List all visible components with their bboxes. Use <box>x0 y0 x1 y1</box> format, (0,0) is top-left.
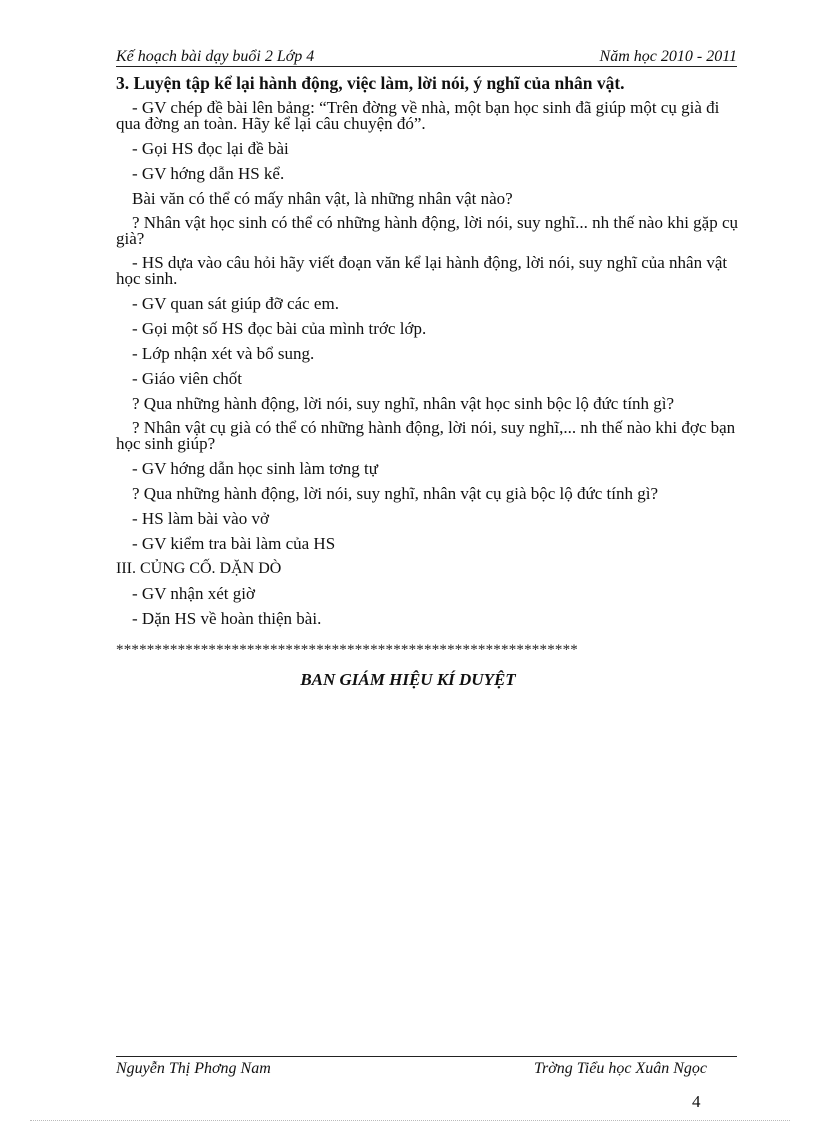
paragraph-line: ? Nhân vật cụ già có thể có những hành động, lời nói, suy nghĩ,... nh thế nào khi đợc bạn học sinh giúp? <box>116 418 736 453</box>
header-title: Kế hoạch bài dạy buổi 2 Lớp 4 <box>116 48 315 65</box>
page-bottom-divider <box>30 1120 790 1121</box>
paragraph-line: - Lớp nhận xét và bổ sung. <box>132 344 315 363</box>
paragraph-line: ? Nhân vật học sinh có thể có những hành động, lời nói, suy nghĩ... nh thế nào khi gặp cụ già? <box>116 213 739 248</box>
page-header <box>116 46 737 67</box>
paragraph-line: ? Qua những hành động, lời nói, suy nghĩ, nhân vật học sinh bộc lộ đức tính gì? <box>132 394 675 413</box>
paragraph-line: - HS dựa vào câu hỏi hãy viết đoạn văn kể lại hành động, lời nói, suy nghĩ của nhân vật học sinh. <box>116 253 728 288</box>
paragraph-line: ? Qua những hành động, lời nói, suy nghĩ, nhân vật cụ già bộc lộ đức tính gì? <box>132 484 658 503</box>
paragraph-line: - GV nhận xét giờ <box>132 584 255 603</box>
paragraph-line: Bài văn có thể có mấy nhân vật, là những nhân vật nào? <box>132 189 513 208</box>
paragraph-line: - GV hớng dẫn HS kể. <box>132 164 285 183</box>
paragraph-line: - Gọi HS đọc lại đề bài <box>132 139 289 158</box>
paragraph-line: - HS làm bài vào vở <box>132 509 269 528</box>
sub-heading: III. CỦNG CỐ. DẶN DÒ <box>116 560 282 577</box>
footer-author: Nguyễn Thị Phơng Nam <box>116 1060 271 1077</box>
paragraph-line: - GV kiểm tra bài làm của HS <box>132 534 336 553</box>
star-separator: ************************************************************ <box>116 642 578 658</box>
paragraph-line: - GV quan sát giúp đỡ các em. <box>132 294 339 313</box>
paragraph-line: - GV hớng dẫn học sinh làm tơng tự <box>132 459 378 478</box>
lesson-content <box>116 75 738 635</box>
paragraph-line: - Dặn HS về hoàn thiện bài. <box>132 609 322 628</box>
footer-school: Trờng Tiểu học Xuân Ngọc <box>534 1060 707 1077</box>
page-number: 4 <box>692 1092 701 1111</box>
paragraph-line: - GV chép đề bài lên bảng: “Trên đờng về nhà, một bạn học sinh đã giúp một cụ già đi qua đờng an toàn. Hãy kể lại câu chuyện đó”. <box>116 98 720 133</box>
header-school-year: Năm học 2010 - 2011 <box>599 48 737 65</box>
section-title: 3. Luyện tập kể lại hành động, việc làm, lời nói, ý nghĩ của nhân vật. <box>116 73 625 93</box>
approval-heading: BAN GIÁM HIỆU KÍ DUYỆT <box>300 670 516 689</box>
page-footer <box>116 1056 737 1079</box>
paragraph-line: - Gọi một số HS đọc bài của mình trớc lớp. <box>132 319 427 338</box>
paragraph-line: - Giáo viên chốt <box>132 369 242 388</box>
